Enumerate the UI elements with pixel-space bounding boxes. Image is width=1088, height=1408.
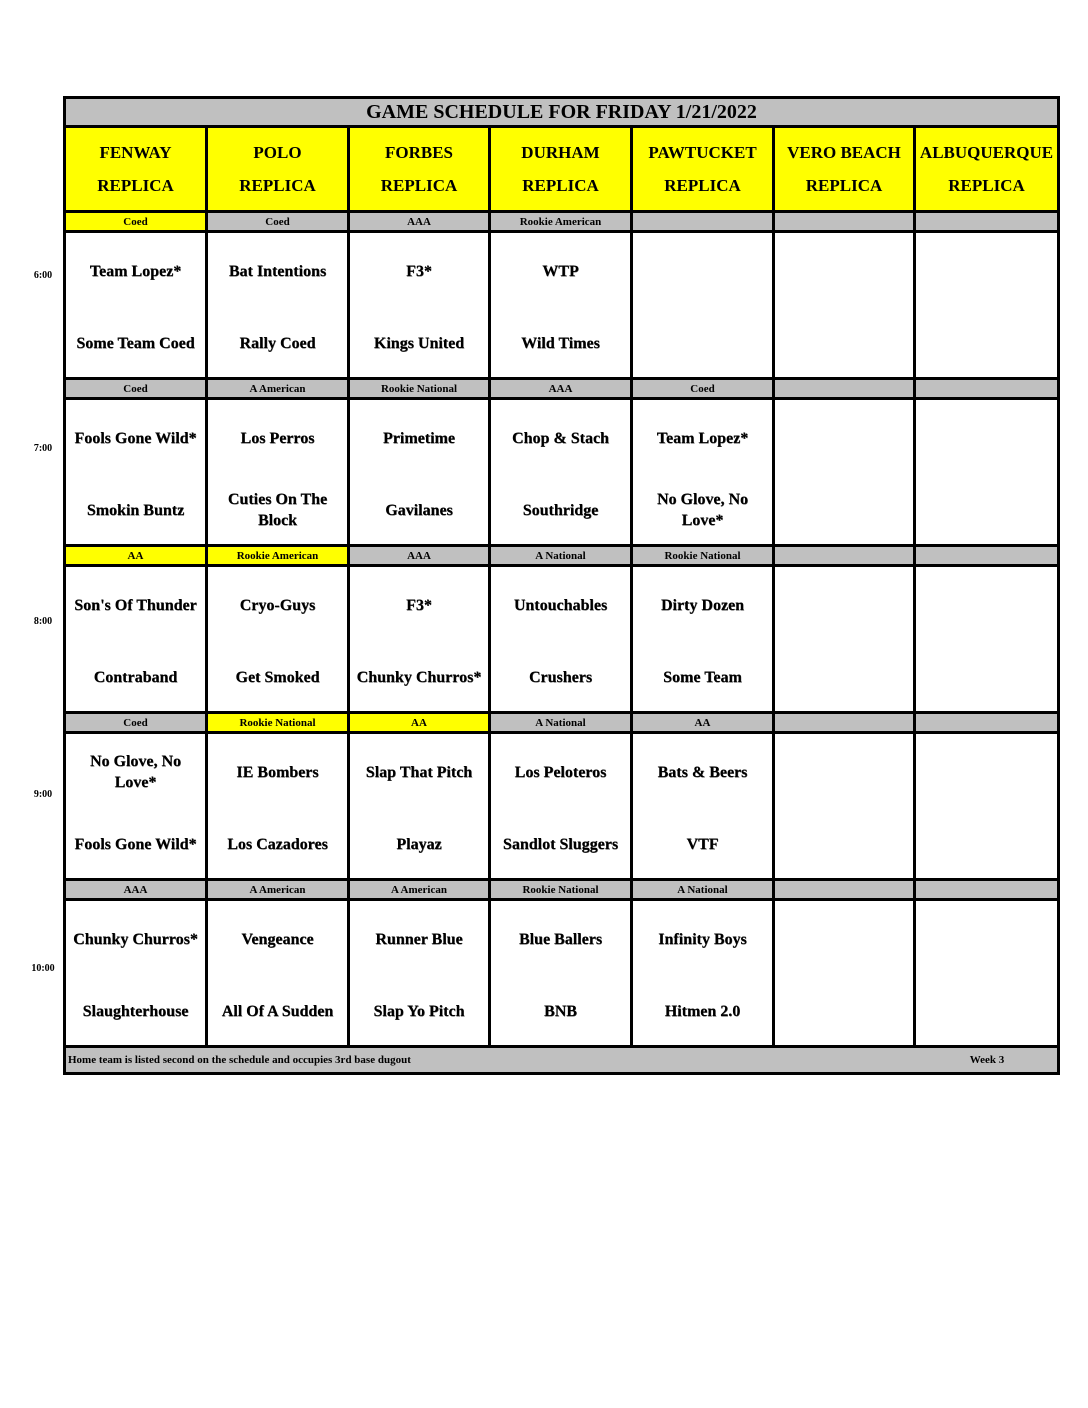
game-cell: [490, 733, 632, 880]
division-label: Coed: [65, 212, 207, 232]
field-header-3: [490, 127, 632, 212]
division-label: [915, 880, 1059, 900]
field-header-5: [774, 127, 915, 212]
division-label: Rookie American: [490, 212, 632, 232]
home-team: No Glove, No Love*: [656, 491, 749, 529]
game-cell: [349, 399, 490, 546]
home-team: Hitmen 2.0: [664, 1002, 741, 1020]
home-team: Sandlot Sluggers: [502, 835, 619, 853]
game-row: [65, 232, 1059, 379]
game-cell: [65, 566, 207, 713]
division-label: [632, 212, 774, 232]
field-header-6: [915, 127, 1059, 212]
home-team: [633, 309, 772, 377]
division-label: Rookie American: [207, 546, 349, 566]
home-team: [916, 810, 1057, 878]
field-header-2: [349, 127, 490, 212]
home-team: Cuties On The Block: [227, 491, 328, 529]
schedule-title: GAME SCHEDULE FOR FRIDAY 1/21/2022: [65, 98, 1059, 127]
home-team: Crushers: [528, 668, 593, 686]
away-team: [916, 233, 1057, 309]
game-cell: [632, 733, 774, 880]
game-cell: [349, 733, 490, 880]
game-cell: [490, 566, 632, 713]
game-cell: [207, 566, 349, 713]
game-cell: [915, 399, 1059, 546]
away-team: Infinity Boys: [658, 930, 747, 948]
field-header-0: [65, 127, 207, 212]
division-label: [774, 880, 915, 900]
division-row: [65, 713, 1059, 733]
home-team: [916, 643, 1057, 711]
away-team: IE Bombers: [236, 763, 319, 781]
game-row: [65, 900, 1059, 1047]
game-cell: [349, 900, 490, 1047]
division-label: AAA: [65, 880, 207, 900]
game-row: [65, 733, 1059, 880]
home-team: Fools Gone Wild*: [74, 835, 197, 853]
game-cell: [65, 232, 207, 379]
division-label: AA: [632, 713, 774, 733]
away-team: F3*: [406, 596, 432, 614]
game-cell: [349, 566, 490, 713]
home-team: Southridge: [522, 501, 599, 519]
division-label: [915, 379, 1059, 399]
away-team: Untouchables: [513, 596, 608, 614]
away-team: Cryo-Guys: [239, 596, 316, 614]
game-cell: [915, 900, 1059, 1047]
away-team: WTP: [542, 262, 579, 280]
away-team: [633, 233, 772, 309]
game-cell: [207, 232, 349, 379]
field-header-1: [207, 127, 349, 212]
division-label: [774, 212, 915, 232]
game-cell: [915, 566, 1059, 713]
away-team: No Glove, No Love*: [89, 753, 182, 791]
division-label: AAA: [490, 379, 632, 399]
game-cell: [490, 232, 632, 379]
division-row: [65, 379, 1059, 399]
division-row: [65, 880, 1059, 900]
game-cell: [774, 232, 915, 379]
field-subtitle: REPLICA: [948, 176, 1025, 195]
away-team: Dirty Dozen: [660, 596, 745, 614]
division-label: [774, 713, 915, 733]
game-cell: [65, 900, 207, 1047]
game-cell: [349, 232, 490, 379]
schedule-table: [63, 96, 1060, 1075]
home-team: Los Cazadores: [227, 835, 328, 853]
game-cell: [774, 566, 915, 713]
division-label: A American: [349, 880, 490, 900]
game-cell: [632, 900, 774, 1047]
home-team: BNB: [544, 1002, 577, 1020]
home-team: [916, 476, 1057, 544]
footer-row: [65, 1047, 1059, 1074]
away-team: Fools Gone Wild*: [74, 429, 197, 447]
field-subtitle: REPLICA: [97, 176, 174, 195]
away-team: Bats & Beers: [657, 763, 748, 781]
away-team: Vengeance: [241, 930, 314, 948]
home-team: Playaz: [396, 835, 442, 853]
field-header-4: [632, 127, 774, 212]
division-label: AA: [65, 546, 207, 566]
away-team: [775, 400, 913, 476]
away-team: Los Peloteros: [514, 763, 607, 781]
game-cell: [207, 733, 349, 880]
division-row: [65, 212, 1059, 232]
away-team: Team Lopez*: [89, 262, 182, 280]
division-label: A National: [490, 546, 632, 566]
home-team: Rally Coed: [239, 334, 316, 352]
game-cell: [774, 733, 915, 880]
away-team: [916, 400, 1057, 476]
game-cell: [490, 900, 632, 1047]
division-label: Coed: [65, 713, 207, 733]
division-label: A American: [207, 880, 349, 900]
game-row: [65, 566, 1059, 713]
away-team: Team Lopez*: [656, 429, 749, 447]
game-cell: [490, 399, 632, 546]
field-header-row: [65, 127, 1059, 212]
division-label: AAA: [349, 212, 490, 232]
field-name: ALBUQUERQUE: [919, 143, 1054, 162]
field-subtitle: REPLICA: [380, 176, 458, 195]
away-team: [775, 567, 913, 643]
time-label: 6:00: [33, 270, 53, 281]
division-label: AAA: [349, 546, 490, 566]
field-name: PAWTUCKET: [648, 143, 757, 162]
division-label: A National: [632, 880, 774, 900]
game-cell: [915, 232, 1059, 379]
away-team: F3*: [406, 262, 432, 280]
field-subtitle: REPLICA: [239, 176, 316, 195]
game-cell: [915, 733, 1059, 880]
away-team: [916, 567, 1057, 643]
home-team: Slap Yo Pitch: [373, 1002, 465, 1020]
away-team: Primetime: [383, 429, 455, 447]
division-label: A American: [207, 379, 349, 399]
game-cell: [65, 733, 207, 880]
time-label: 10:00: [31, 963, 55, 974]
home-team: Wild Times: [521, 334, 600, 352]
home-team: Some Team Coed: [76, 334, 195, 352]
division-label: [774, 546, 915, 566]
away-team: Blue Ballers: [518, 930, 603, 948]
division-label: Coed: [65, 379, 207, 399]
field-name: POLO: [253, 143, 302, 162]
game-row: [65, 399, 1059, 546]
footer-note: Home team is listed second on the schedule and occupies 3rd base dugout: [68, 1054, 411, 1066]
game-cell: [632, 232, 774, 379]
home-team: [775, 643, 913, 711]
away-team: Slap That Pitch: [365, 763, 473, 781]
game-cell: [632, 566, 774, 713]
division-label: [915, 713, 1059, 733]
away-team: [775, 233, 913, 309]
home-team: Get Smoked: [235, 668, 320, 686]
home-team: [775, 309, 913, 377]
division-label: A National: [490, 713, 632, 733]
home-team: [775, 810, 913, 878]
division-label: Rookie National: [207, 713, 349, 733]
field-name: FORBES: [384, 143, 454, 162]
away-team: Runner Blue: [375, 930, 463, 948]
field-name: VERO BEACH: [787, 143, 901, 162]
game-cell: [207, 399, 349, 546]
time-label: 8:00: [33, 616, 53, 627]
home-team: Smokin Buntz: [86, 501, 185, 519]
away-team: [775, 901, 913, 977]
home-team: VTF: [686, 835, 719, 853]
away-team: Son's Of Thunder: [74, 596, 197, 614]
home-team: Some Team: [663, 668, 742, 686]
game-cell: [774, 900, 915, 1047]
division-label: AA: [349, 713, 490, 733]
away-team: Chop & Stach: [512, 429, 609, 447]
game-cell: [632, 399, 774, 546]
footer-cell: [65, 1047, 1059, 1074]
field-name: DURHAM: [521, 143, 600, 162]
division-label: Rookie National: [632, 546, 774, 566]
field-subtitle: REPLICA: [664, 176, 741, 195]
time-label: 9:00: [33, 789, 53, 800]
home-team: Gavilanes: [385, 501, 453, 519]
away-team: [916, 734, 1057, 810]
away-team: Chunky Churros*: [73, 930, 198, 948]
week-label: Week 3: [969, 1054, 1005, 1066]
division-label: [915, 546, 1059, 566]
game-cell: [207, 900, 349, 1047]
away-team: Los Perros: [240, 429, 315, 447]
time-label: 7:00: [33, 443, 53, 454]
home-team: [916, 309, 1057, 377]
field-subtitle: REPLICA: [522, 176, 599, 195]
division-label: Coed: [632, 379, 774, 399]
field-name: FENWAY: [99, 143, 172, 162]
home-team: Kings United: [373, 334, 465, 352]
division-label: Coed: [207, 212, 349, 232]
division-label: Rookie National: [490, 880, 632, 900]
game-cell: [774, 399, 915, 546]
field-subtitle: REPLICA: [805, 176, 883, 195]
home-team: Contraband: [93, 668, 178, 686]
home-team: [775, 977, 913, 1045]
home-team: Slaughterhouse: [82, 1002, 189, 1020]
division-label: [774, 379, 915, 399]
home-team: [916, 977, 1057, 1045]
game-cell: [65, 399, 207, 546]
home-team: Chunky Churros*: [356, 668, 482, 686]
division-label: [915, 212, 1059, 232]
away-team: [775, 734, 913, 810]
home-team: All Of A Sudden: [221, 1002, 334, 1020]
division-row: [65, 546, 1059, 566]
title-row: [65, 98, 1059, 127]
home-team: [775, 476, 913, 544]
away-team: Bat Intentions: [228, 262, 327, 280]
away-team: [916, 901, 1057, 977]
division-label: Rookie National: [349, 379, 490, 399]
